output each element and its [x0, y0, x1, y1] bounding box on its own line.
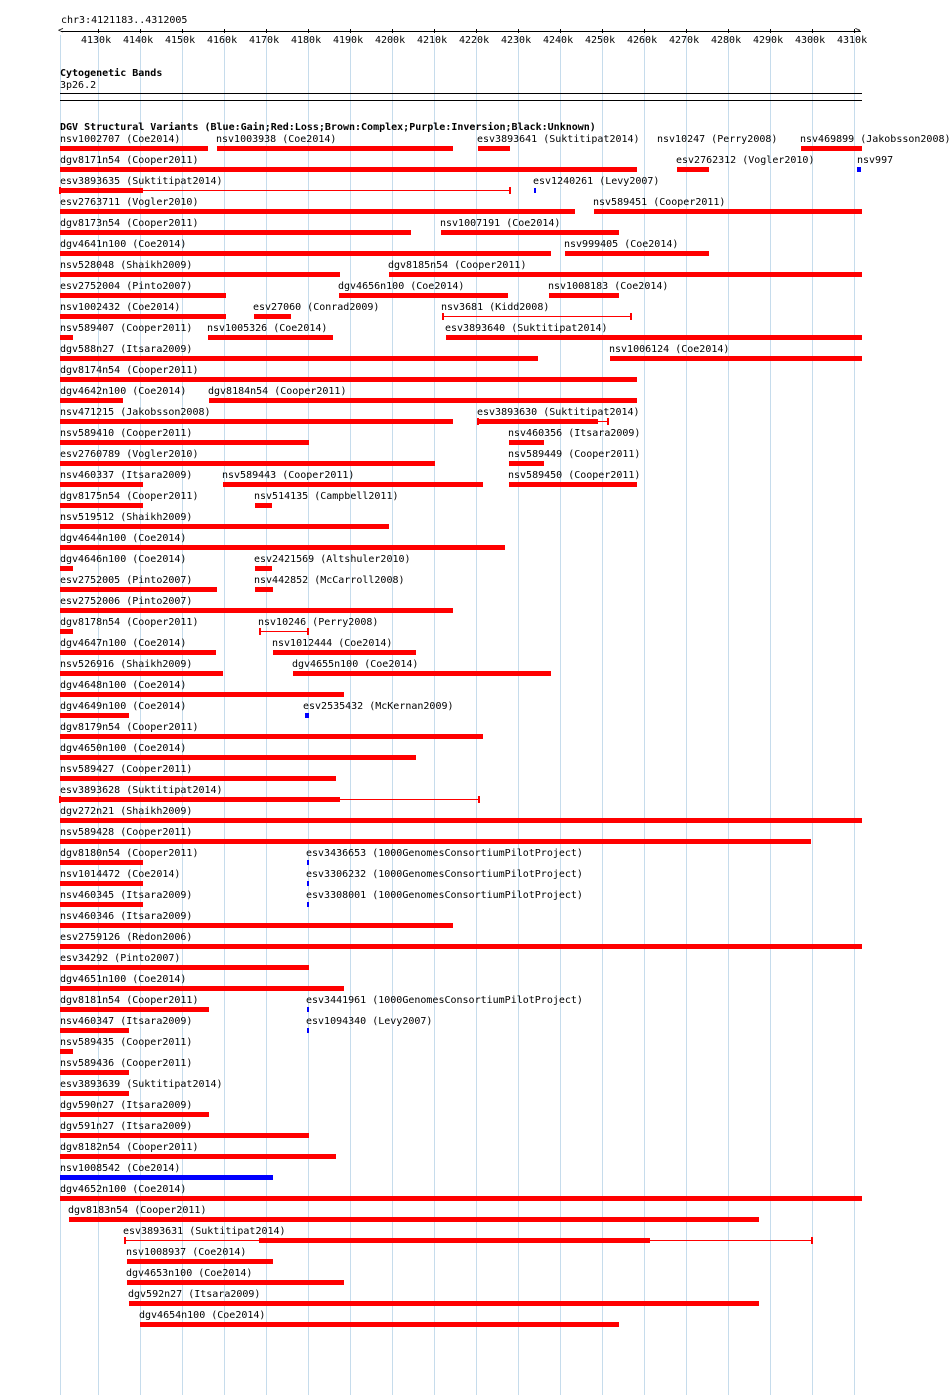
dgv-feature-bar[interactable] — [307, 881, 309, 886]
dgv-feature-label[interactable]: nsv1003938 (Coe2014) — [216, 134, 337, 145]
dgv-feature-label[interactable]: nsv460345 (Itsara2009) — [60, 890, 193, 901]
dgv-feature-label[interactable]: esv2421569 (Altshuler2010) — [254, 554, 411, 565]
dgv-feature-bar[interactable] — [305, 713, 309, 718]
ruler-tick — [140, 29, 141, 33]
dgv-feature-bar[interactable] — [389, 272, 862, 277]
dgv-feature-bar[interactable] — [127, 1280, 344, 1285]
dgv-feature-bar[interactable] — [60, 944, 862, 949]
dgv-feature-label[interactable]: esv2535432 (McKernan2009) — [303, 701, 454, 712]
ruler-tick-label: 4130k — [81, 35, 112, 46]
dgv-feature-bar[interactable] — [307, 902, 309, 907]
dgv-feature-label[interactable]: nsv999405 (Coe2014) — [564, 239, 679, 250]
dgv-feature-bar[interactable] — [60, 902, 143, 907]
dgv-feature-bar[interactable] — [140, 1322, 619, 1327]
dgv-feature-bar[interactable] — [534, 188, 536, 193]
dgv-feature-bar[interactable] — [60, 1028, 129, 1033]
ruler-tick-label: 4260k — [627, 35, 658, 46]
dgv-feature-label[interactable]: dgv8173n54 (Cooper2011) — [60, 218, 199, 229]
dgv-feature-bar[interactable] — [60, 1154, 336, 1159]
dgv-feature-label[interactable]: nsv3681 (Kidd2008) — [441, 302, 550, 313]
dgv-feature-label[interactable]: esv2763711 (Vogler2010) — [60, 197, 199, 208]
dgv-feature-label[interactable]: nsv589450 (Cooper2011) — [508, 470, 641, 481]
dgv-feature-label[interactable]: dgv8183n54 (Cooper2011) — [68, 1205, 207, 1216]
dgv-feature-label[interactable]: esv3306232 (1000GenomesConsortiumPilotProject) — [306, 869, 583, 880]
dgv-feature-label[interactable]: nsv514135 (Campbell2011) — [254, 491, 399, 502]
dgv-feature-bar[interactable] — [60, 482, 143, 487]
dgv-feature-bar[interactable] — [60, 335, 73, 340]
dgv-feature-label[interactable]: esv3893630 (Suktitipat2014) — [477, 407, 640, 418]
ruler-tick-label: 4170k — [249, 35, 280, 46]
dgv-feature-label[interactable]: esv3893641 (Suktitipat2014) — [477, 134, 640, 145]
dgv-feature-bar[interactable] — [565, 251, 709, 256]
dgv-feature-label[interactable]: nsv460347 (Itsara2009) — [60, 1016, 193, 1027]
dgv-feature-label[interactable]: dgv8179n54 (Cooper2011) — [60, 722, 199, 733]
dgv-feature-bar[interactable] — [60, 1112, 209, 1117]
dgv-feature-range-line[interactable] — [443, 316, 631, 317]
dgv-feature-bar[interactable] — [60, 923, 453, 928]
ruler-tick-label: 4150k — [165, 35, 196, 46]
cytoband-label: 3p26.2 — [60, 80, 97, 91]
dgv-feature-bar[interactable] — [60, 1196, 862, 1201]
dgv-feature-range-line[interactable] — [260, 631, 308, 632]
dgv-track-title: DGV Structural Variants (Blue:Gain;Red:Loss;Brown:Complex;Purple:Inversion;Black:Unknown) — [60, 122, 596, 133]
dgv-feature-label[interactable]: nsv589449 (Cooper2011) — [508, 449, 641, 460]
dgv-feature-bar[interactable] — [293, 671, 551, 676]
dgv-feature-label[interactable]: dgv4653n100 (Coe2014) — [126, 1268, 253, 1279]
dgv-feature-label[interactable]: nsv1008183 (Coe2014) — [548, 281, 669, 292]
cytoband-band-top[interactable] — [60, 93, 862, 94]
dgv-feature-label[interactable]: nsv589451 (Cooper2011) — [593, 197, 726, 208]
dgv-feature-label[interactable]: dgv8175n54 (Cooper2011) — [60, 491, 199, 502]
ruler-tick — [182, 29, 183, 33]
ruler-tick-label: 4270k — [669, 35, 700, 46]
ruler-tick-label: 4290k — [753, 35, 784, 46]
dgv-feature-label[interactable]: nsv10246 (Perry2008) — [258, 617, 379, 628]
dgv-feature-bar[interactable] — [60, 1091, 129, 1096]
dgv-feature-label[interactable]: dgv4650n100 (Coe2014) — [60, 743, 187, 754]
dgv-feature-bar[interactable] — [60, 356, 538, 361]
ruler-tick-label: 4310k — [837, 35, 868, 46]
dgv-feature-label[interactable]: dgv8180n54 (Cooper2011) — [60, 848, 199, 859]
dgv-feature-bar[interactable] — [677, 167, 709, 172]
dgv-feature-label[interactable]: nsv589443 (Cooper2011) — [222, 470, 355, 481]
dgv-feature-bar[interactable] — [60, 692, 344, 697]
dgv-feature-bar[interactable] — [69, 1217, 759, 1222]
dgv-feature-label[interactable]: dgv8174n54 (Cooper2011) — [60, 365, 199, 376]
dgv-feature-bar[interactable] — [255, 587, 273, 592]
dgv-feature-label[interactable]: nsv589410 (Cooper2011) — [60, 428, 193, 439]
dgv-feature-bar[interactable] — [60, 1175, 273, 1180]
dgv-feature-bar[interactable] — [60, 776, 336, 781]
dgv-feature-bar[interactable] — [60, 230, 411, 235]
dgv-feature-label[interactable]: nsv460337 (Itsara2009) — [60, 470, 193, 481]
dgv-feature-label[interactable]: dgv4656n100 (Coe2014) — [338, 281, 465, 292]
dgv-feature-bar[interactable] — [259, 1238, 650, 1243]
dgv-feature-label[interactable]: esv3308001 (1000GenomesConsortiumPilotProject) — [306, 890, 583, 901]
ruler-tick-label: 4220k — [459, 35, 490, 46]
dgv-feature-bar[interactable] — [60, 377, 637, 382]
dgv-feature-label[interactable]: esv3436653 (1000GenomesConsortiumPilotProject) — [306, 848, 583, 859]
ruler-tick — [224, 29, 225, 33]
ruler-tick — [812, 29, 813, 33]
dgv-feature-bar[interactable] — [60, 650, 216, 655]
dgv-feature-label[interactable]: esv3893635 (Suktitipat2014) — [60, 176, 223, 187]
ruler-tick-label: 4250k — [585, 35, 616, 46]
dgv-feature-label[interactable]: dgv8178n54 (Cooper2011) — [60, 617, 199, 628]
dgv-feature-label[interactable]: dgv8171n54 (Cooper2011) — [60, 155, 199, 166]
dgv-feature-bar[interactable] — [60, 671, 223, 676]
dgv-feature-label[interactable]: nsv1008542 (Coe2014) — [60, 1163, 181, 1174]
dgv-feature-label[interactable]: nsv1005326 (Coe2014) — [207, 323, 328, 334]
dgv-feature-bar[interactable] — [60, 986, 344, 991]
dgv-feature-label[interactable]: nsv526916 (Shaikh2009) — [60, 659, 193, 670]
dgv-feature-bar[interactable] — [60, 314, 226, 319]
ruler-tick-label: 4230k — [501, 35, 532, 46]
dgv-feature-bar[interactable] — [60, 629, 73, 634]
dgv-feature-label[interactable]: nsv589428 (Cooper2011) — [60, 827, 193, 838]
dgv-feature-bar[interactable] — [549, 293, 619, 298]
dgv-feature-label[interactable]: nsv460346 (Itsara2009) — [60, 911, 193, 922]
dgv-feature-bar[interactable] — [60, 545, 505, 550]
dgv-feature-label[interactable]: dgv4649n100 (Coe2014) — [60, 701, 187, 712]
dgv-feature-bar[interactable] — [857, 167, 861, 172]
dgv-feature-range-cap — [811, 1237, 813, 1244]
dgv-feature-bar[interactable] — [209, 398, 637, 403]
dgv-feature-bar[interactable] — [208, 335, 333, 340]
dgv-feature-range-cap — [478, 796, 480, 803]
dgv-feature-bar[interactable] — [60, 1133, 309, 1138]
dgv-feature-range-cap — [259, 628, 261, 635]
ruler-tick — [518, 29, 519, 33]
dgv-feature-label[interactable]: dgv592n27 (Itsara2009) — [128, 1289, 261, 1300]
dgv-feature-label[interactable]: dgv4652n100 (Coe2014) — [60, 1184, 187, 1195]
dgv-feature-label[interactable]: dgv588n27 (Itsara2009) — [60, 344, 193, 355]
ruler-tick-label: 4140k — [123, 35, 154, 46]
dgv-feature-bar[interactable] — [60, 608, 453, 613]
dgv-feature-label[interactable]: nsv1012444 (Coe2014) — [272, 638, 393, 649]
dgv-feature-label[interactable]: esv3893639 (Suktitipat2014) — [60, 1079, 223, 1090]
ruler-tick — [266, 29, 267, 33]
dgv-feature-bar[interactable] — [60, 755, 416, 760]
dgv-feature-label[interactable]: nsv1002707 (Coe2014) — [60, 134, 181, 145]
dgv-feature-bar[interactable] — [60, 293, 226, 298]
scroll-left-arrow[interactable]: < — [58, 26, 64, 36]
dgv-feature-label[interactable]: dgv4651n100 (Coe2014) — [60, 974, 187, 985]
dgv-feature-bar[interactable] — [255, 566, 272, 571]
dgv-feature-label[interactable]: esv2752006 (Pinto2007) — [60, 596, 193, 607]
ruler-tick — [308, 29, 309, 33]
dgv-feature-label[interactable]: esv3893640 (Suktitipat2014) — [445, 323, 608, 334]
dgv-feature-bar[interactable] — [509, 440, 544, 445]
dgv-feature-label[interactable]: nsv442852 (McCarroll2008) — [254, 575, 405, 586]
dgv-feature-bar[interactable] — [223, 482, 483, 487]
dgv-feature-label[interactable]: esv27060 (Conrad2009) — [253, 302, 380, 313]
dgv-feature-bar[interactable] — [610, 356, 862, 361]
dgv-feature-bar[interactable] — [60, 797, 340, 802]
dgv-feature-label[interactable]: esv1094340 (Levy2007) — [306, 1016, 433, 1027]
dgv-feature-bar[interactable] — [307, 1028, 309, 1033]
dgv-feature-bar[interactable] — [60, 251, 551, 256]
dgv-feature-label[interactable]: dgv590n27 (Itsara2009) — [60, 1100, 193, 1111]
dgv-feature-bar[interactable] — [307, 860, 309, 865]
ruler-tick-label: 4280k — [711, 35, 742, 46]
dgv-feature-label[interactable]: nsv469899 (Jakobsson2008) — [800, 134, 951, 145]
dgv-feature-label[interactable]: nsv528048 (Shaikh2009) — [60, 260, 193, 271]
dgv-feature-bar[interactable] — [60, 398, 123, 403]
dgv-feature-bar[interactable] — [60, 209, 575, 214]
dgv-feature-bar[interactable] — [60, 440, 309, 445]
dgv-feature-bar[interactable] — [60, 419, 453, 424]
dgv-feature-label[interactable]: esv3893631 (Suktitipat2014) — [123, 1226, 286, 1237]
dgv-feature-label[interactable]: dgv4654n100 (Coe2014) — [139, 1310, 266, 1321]
dgv-feature-range-cap — [509, 187, 511, 194]
dgv-feature-label[interactable]: esv2759126 (Redon2006) — [60, 932, 193, 943]
chromosome-location: chr3:4121183..4312005 — [61, 15, 188, 26]
dgv-feature-bar[interactable] — [594, 209, 862, 214]
dgv-feature-label[interactable]: dgv8182n54 (Cooper2011) — [60, 1142, 199, 1153]
ruler-tick — [560, 29, 561, 33]
ruler-tick — [686, 29, 687, 33]
dgv-feature-bar[interactable] — [60, 461, 435, 466]
dgv-feature-bar[interactable] — [60, 146, 208, 151]
cytoband-band-bottom[interactable] — [60, 100, 862, 101]
ruler-tick — [476, 29, 477, 33]
dgv-feature-bar[interactable] — [509, 461, 544, 466]
dgv-feature-label[interactable]: nsv1014472 (Coe2014) — [60, 869, 181, 880]
dgv-feature-bar[interactable] — [60, 1007, 209, 1012]
dgv-feature-bar[interactable] — [255, 503, 272, 508]
dgv-feature-bar[interactable] — [60, 188, 143, 193]
ruler-tick — [98, 29, 99, 33]
dgv-feature-bar[interactable] — [273, 650, 416, 655]
dgv-feature-label[interactable]: esv3893628 (Suktitipat2014) — [60, 785, 223, 796]
dgv-feature-label[interactable]: nsv519512 (Shaikh2009) — [60, 512, 193, 523]
dgv-feature-label[interactable]: dgv8184n54 (Cooper2011) — [208, 386, 347, 397]
dgv-feature-bar[interactable] — [60, 1070, 129, 1075]
dgv-feature-bar[interactable] — [60, 272, 340, 277]
dgv-feature-range-cap — [630, 313, 632, 320]
ruler-axis — [61, 31, 861, 32]
ruler-tick-label: 4200k — [375, 35, 406, 46]
dgv-feature-bar[interactable] — [801, 146, 862, 151]
dgv-feature-label[interactable]: esv34292 (Pinto2007) — [60, 953, 181, 964]
dgv-feature-bar[interactable] — [60, 713, 129, 718]
dgv-feature-bar[interactable] — [60, 566, 73, 571]
dgv-feature-label[interactable]: esv3441961 (1000GenomesConsortiumPilotProject) — [306, 995, 583, 1006]
dgv-feature-bar[interactable] — [509, 482, 637, 487]
dgv-feature-range-cap — [442, 313, 444, 320]
dgv-feature-label[interactable]: nsv1007191 (Coe2014) — [440, 218, 561, 229]
dgv-feature-label[interactable]: dgv4642n100 (Coe2014) — [60, 386, 187, 397]
dgv-feature-bar[interactable] — [478, 419, 598, 424]
dgv-feature-label[interactable]: nsv589435 (Cooper2011) — [60, 1037, 193, 1048]
ruler-tick — [350, 29, 351, 33]
dgv-feature-bar[interactable] — [60, 881, 143, 886]
ruler-tick — [434, 29, 435, 33]
ruler-tick-label: 4160k — [207, 35, 238, 46]
ruler-tick — [728, 29, 729, 33]
dgv-feature-label[interactable]: dgv8185n54 (Cooper2011) — [388, 260, 527, 271]
dgv-feature-bar[interactable] — [60, 965, 309, 970]
dgv-feature-range-cap — [307, 628, 309, 635]
dgv-feature-bar[interactable] — [129, 1301, 759, 1306]
dgv-feature-bar[interactable] — [60, 503, 143, 508]
dgv-feature-label[interactable]: dgv8181n54 (Cooper2011) — [60, 995, 199, 1006]
dgv-feature-label[interactable]: esv2762312 (Vogler2010) — [676, 155, 815, 166]
dgv-feature-label[interactable]: nsv1006124 (Coe2014) — [609, 344, 730, 355]
dgv-feature-label[interactable]: nsv1002432 (Coe2014) — [60, 302, 181, 313]
ruler-tick — [644, 29, 645, 33]
ruler-tick — [392, 29, 393, 33]
dgv-feature-label[interactable]: nsv997 — [857, 155, 894, 166]
dgv-feature-range-cap — [124, 1237, 126, 1244]
dgv-feature-bar[interactable] — [60, 818, 862, 823]
dgv-feature-label[interactable]: esv1240261 (Levy2007) — [533, 176, 660, 187]
dgv-feature-range-cap — [607, 418, 609, 425]
dgv-feature-bar[interactable] — [60, 1049, 73, 1054]
dgv-feature-label[interactable]: nsv460356 (Itsara2009) — [508, 428, 641, 439]
dgv-feature-bar[interactable] — [60, 734, 483, 739]
dgv-feature-bar[interactable] — [339, 293, 508, 298]
dgv-feature-label[interactable]: nsv1008937 (Coe2014) — [126, 1247, 247, 1258]
ruler-tick-label: 4210k — [417, 35, 448, 46]
dgv-feature-label[interactable]: dgv591n27 (Itsara2009) — [60, 1121, 193, 1132]
dgv-feature-bar[interactable] — [60, 167, 637, 172]
dgv-feature-label[interactable]: nsv589436 (Cooper2011) — [60, 1058, 193, 1069]
dgv-feature-label[interactable]: nsv589427 (Cooper2011) — [60, 764, 193, 775]
dgv-feature-bar[interactable] — [60, 524, 389, 529]
dgv-feature-label[interactable]: dgv4648n100 (Coe2014) — [60, 680, 187, 691]
dgv-feature-bar[interactable] — [478, 146, 510, 151]
dgv-feature-bar[interactable] — [60, 587, 217, 592]
dgv-feature-bar[interactable] — [446, 335, 862, 340]
dgv-feature-label[interactable]: dgv4644n100 (Coe2014) — [60, 533, 187, 544]
dgv-feature-label[interactable]: esv2760789 (Vogler2010) — [60, 449, 199, 460]
dgv-feature-label[interactable]: dgv4655n100 (Coe2014) — [292, 659, 419, 670]
dgv-feature-label[interactable]: dgv4641n100 (Coe2014) — [60, 239, 187, 250]
dgv-feature-label[interactable]: esv2752005 (Pinto2007) — [60, 575, 193, 586]
dgv-feature-label[interactable]: nsv10247 (Perry2008) — [657, 134, 778, 145]
scroll-right-arrow[interactable]: > — [855, 26, 861, 36]
ruler-tick — [770, 29, 771, 33]
dgv-feature-bar[interactable] — [254, 314, 291, 319]
ruler-tick-label: 4240k — [543, 35, 574, 46]
dgv-feature-label[interactable]: nsv471215 (Jakobsson2008) — [60, 407, 211, 418]
dgv-feature-label[interactable]: dgv4646n100 (Coe2014) — [60, 554, 187, 565]
cytoband-track-title: Cytogenetic Bands — [60, 68, 163, 79]
dgv-feature-label[interactable]: nsv589407 (Cooper2011) — [60, 323, 193, 334]
dgv-feature-label[interactable]: dgv4647n100 (Coe2014) — [60, 638, 187, 649]
dgv-feature-label[interactable]: dgv272n21 (Shaikh2009) — [60, 806, 193, 817]
ruler-tick — [602, 29, 603, 33]
ruler-tick-label: 4190k — [333, 35, 364, 46]
ruler-tick-label: 4180k — [291, 35, 322, 46]
dgv-feature-label[interactable]: esv2752004 (Pinto2007) — [60, 281, 193, 292]
dgv-feature-bar[interactable] — [217, 146, 453, 151]
dgv-feature-bar[interactable] — [60, 839, 811, 844]
ruler-tick-label: 4300k — [795, 35, 826, 46]
dgv-feature-bar[interactable] — [441, 230, 619, 235]
dgv-feature-bar[interactable] — [127, 1259, 273, 1264]
dgv-feature-bar[interactable] — [307, 1007, 309, 1012]
dgv-feature-bar[interactable] — [60, 860, 143, 865]
